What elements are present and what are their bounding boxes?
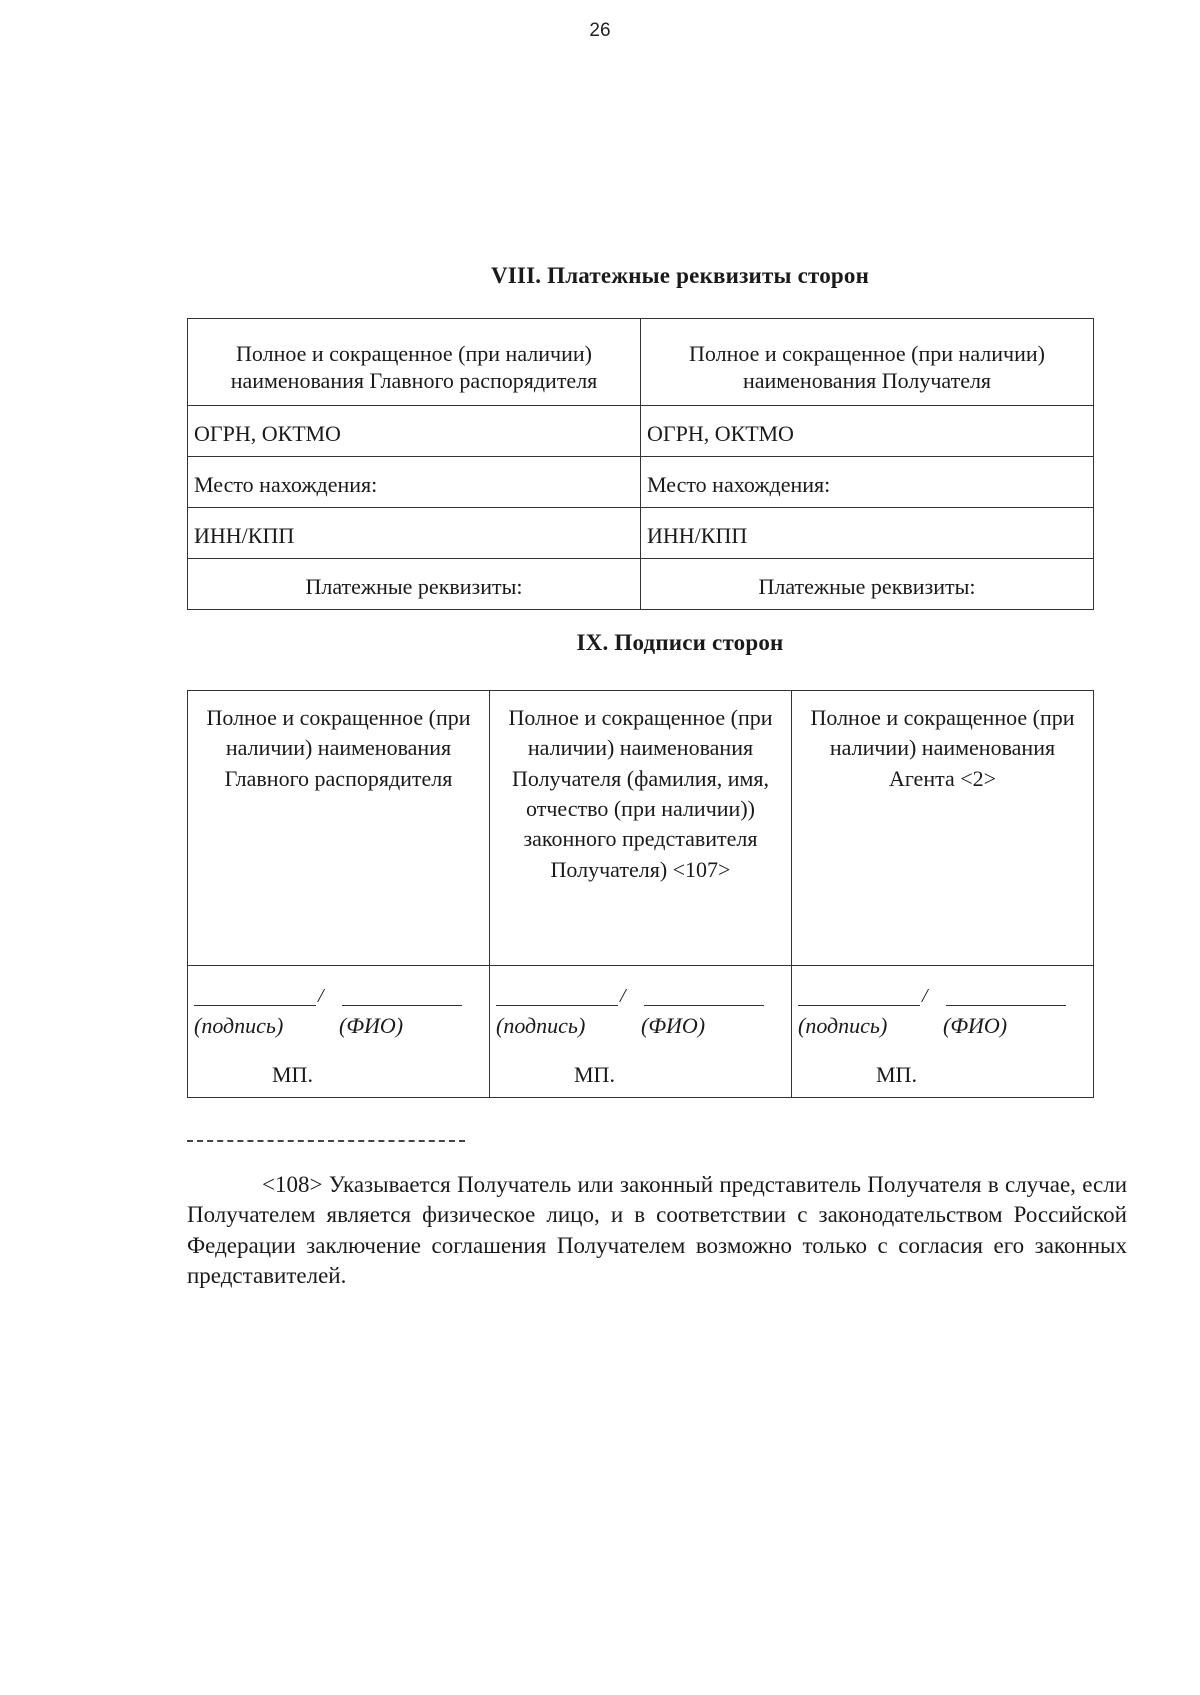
chief-manager-payment-field: Платежные реквизиты: — [188, 559, 641, 610]
page-number: 26 — [589, 20, 611, 41]
chief-manager-inn-field: ИНН/КПП — [188, 508, 641, 559]
signature-label: (подпись) — [194, 1013, 284, 1038]
recipient-payment-field: Платежные реквизиты: — [641, 559, 1094, 610]
signature-lines — [496, 984, 785, 1006]
chief-manager-name-header: Полное и сокращенное (при наличии) наименования Главного распорядителя — [188, 319, 641, 406]
chief-manager-location-field: Место нахождения: — [188, 457, 641, 508]
agent-signature-header: Полное и сокращенное (при наличии) наименования Агента <2> — [792, 691, 1094, 966]
payment-requisites-table — [187, 318, 1094, 610]
signature-line — [798, 985, 920, 1006]
recipient-ogrn-field: ОГРН, ОКТМО — [641, 406, 1094, 457]
signature-labels — [194, 1012, 483, 1041]
footnote-separator — [187, 1140, 465, 1142]
slash-separator: / — [318, 985, 324, 1007]
fio-line — [946, 985, 1066, 1006]
recipient-signature-block — [490, 966, 792, 1098]
stamp-label: МП. — [876, 1061, 917, 1087]
fio-line — [644, 985, 764, 1006]
agent-signature-block — [792, 966, 1094, 1098]
signature-label: (подпись) — [798, 1013, 888, 1038]
fio-label: (ФИО) — [943, 1013, 1008, 1038]
signature-labels — [798, 1012, 1087, 1041]
table-row — [188, 508, 1094, 559]
signature-lines — [798, 984, 1087, 1006]
recipient-location-field: Место нахождения: — [641, 457, 1094, 508]
fio-label: (ФИО) — [339, 1013, 404, 1038]
table-row — [188, 457, 1094, 508]
recipient-inn-field: ИНН/КПП — [641, 508, 1094, 559]
slash-separator: / — [922, 985, 928, 1007]
table-row — [188, 966, 1094, 1098]
table-row — [188, 559, 1094, 610]
stamp-label: МП. — [574, 1061, 615, 1087]
signature-line — [496, 985, 618, 1006]
recipient-signature-header: Полное и сокращенное (при наличии) наименования Получателя (фамилия, имя, отчество (при наличии)) законного представителя Получателя) <107> — [490, 691, 792, 966]
section-viii-title: VIII. Платежные реквизиты сторон — [490, 263, 870, 288]
slash-separator: / — [620, 985, 626, 1007]
table-row — [188, 319, 1094, 406]
fio-line — [342, 985, 462, 1006]
recipient-name-header: Полное и сокращенное (при наличии) наименования Получателя — [641, 319, 1094, 406]
signature-label: (подпись) — [496, 1013, 586, 1038]
stamp-label: МП. — [272, 1061, 313, 1087]
signature-labels — [496, 1012, 785, 1041]
table-row — [188, 691, 1094, 966]
footnote-108: <108> Указывается Получатель или законный представитель Получателя в случае, если Получателем является физическое лицо, и в соответствии с законодательством Российской Федерации заключение соглашения Получателем возможно только с согласия его законных представителей. — [187, 1172, 1127, 1289]
section-ix-title: IX. Подписи сторон — [576, 630, 784, 655]
chief-manager-ogrn-field: ОГРН, ОКТМО — [188, 406, 641, 457]
signature-line — [194, 985, 316, 1006]
chief-manager-signature-header: Полное и сокращенное (при наличии) наименования Главного распорядителя — [188, 691, 490, 966]
fio-label: (ФИО) — [641, 1013, 706, 1038]
chief-manager-signature-block — [188, 966, 490, 1098]
table-row — [188, 406, 1094, 457]
signatures-table — [187, 690, 1094, 1098]
signature-lines — [194, 984, 483, 1006]
